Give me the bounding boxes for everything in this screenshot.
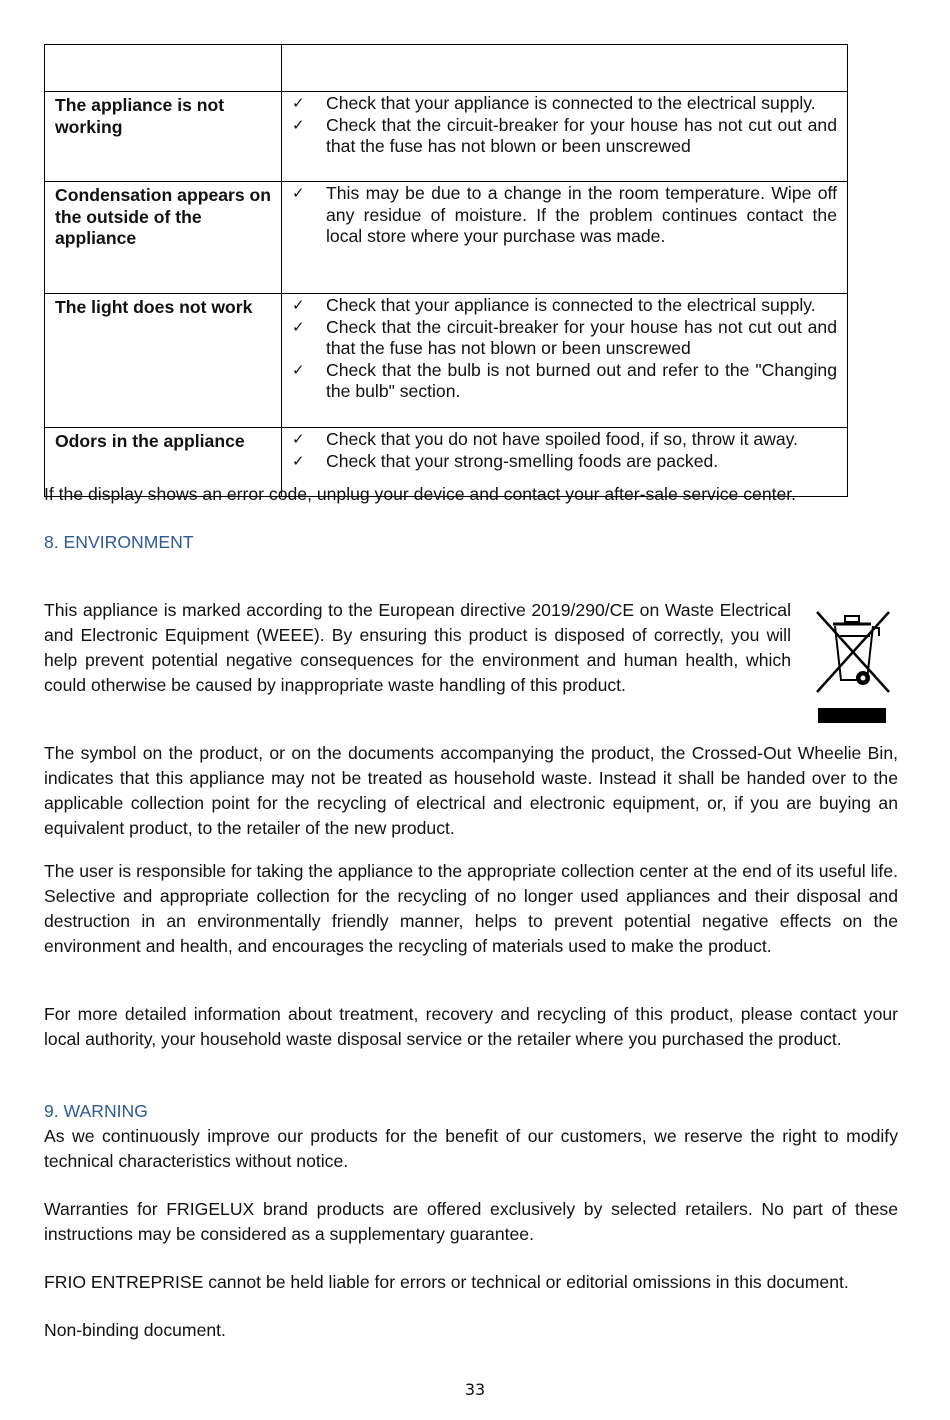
solution-text: This may be due to a change in the room temperature. Wipe off any residue of moisture. If the problem continues contact the local store where your purchase was made. [326,183,837,246]
solution-text: Check that the circuit-breaker for your house has not cut out and that the fuse has not blown or been unscrewed [326,114,837,156]
environment-paragraph: The symbol on the product, or on the documents accompanying the product, the Crossed-Out Wheelie Bin, indicates that this appliance may not be treated as household waste. Instead it shall be handed over to the applicable collection point for the recycling of electrical and electronic equipment, or, if you are buying an equivalent product, to the retailer of the new product. [44,743,898,838]
solution-item [292,429,837,451]
solution-text: Check that your appliance is connected to the electrical supply. [326,295,816,315]
environment-heading: 8. ENVIRONMENT [44,532,194,552]
table-header-cell [282,45,848,92]
solution-text: Check that your strong-smelling foods are packed. [326,450,719,471]
solutions-cell [282,92,848,182]
checkmark-icon: ✓ [292,297,305,314]
solution-text: Check that your appliance is connected to the electrical supply. [326,93,816,113]
problem-cell: The appliance is not working [45,92,282,182]
warning-paragraph: Warranties for FRIGELUX brand products are offered exclusively by selected retailers. No part of these instructions may be considered as a supplementary guarantee. [44,1199,898,1244]
crossed-out-wheelie-bin-icon [811,606,893,726]
solution-item [292,360,837,403]
warning-paragraph: As we continuously improve our products for the benefit of our customers, we reserve the right to modify technical characteristics without notice. [44,1126,898,1171]
problem-cell: Condensation appears on the outside of the appliance [45,182,282,294]
solution-text: Check that you do not have spoiled food, if so, throw it away. [326,429,799,449]
table-header-row [45,45,848,92]
weee-paragraph: This appliance is marked according to the European directive 2019/290/CE on Waste Electrical and Electronic Equipment (WEEE). By ensuring this product is disposed of correctly, you will help prevent potential negative consequences for the environment and human health, which could otherwise be caused by inappropriate waste handling of this product. [44,600,791,695]
checkmark-icon: ✓ [292,361,305,379]
solutions-cell [282,182,848,294]
page-number: 33 [464,1380,486,1399]
solution-item [292,183,837,248]
solution-item [292,317,837,360]
checkmark-icon: ✓ [292,452,305,470]
troubleshooting-table [44,44,848,497]
checkmark-icon: ✓ [292,431,305,448]
table-row [45,182,848,294]
solution-text: Check that the bulb is not burned out and refer to the "Changing the bulb" section. [326,359,837,401]
problem-cell: Odors in the appliance [45,428,282,497]
warning-paragraph: Non-binding document. [44,1320,226,1340]
problem-cell: The light does not work [45,294,282,428]
checkmark-icon: ✓ [292,95,305,112]
checkmark-icon: ✓ [292,116,305,134]
solution-item [292,295,837,317]
table-header-cell [45,45,282,92]
warning-paragraph: FRIO ENTREPRISE cannot be held liable for errors or technical or editorial omissions in this document. [44,1272,849,1292]
solution-item [292,115,837,158]
table-row [45,294,848,428]
solution-item [292,93,837,115]
checkmark-icon: ✓ [292,185,305,202]
warning-heading: 9. WARNING [44,1101,148,1121]
checkmark-icon: ✓ [292,318,305,336]
solution-text: Check that the circuit-breaker for your house has not cut out and that the fuse has not blown or been unscrewed [326,316,837,358]
solution-item [292,451,837,473]
environment-paragraph: For more detailed information about treatment, recovery and recycling of this product, please contact your local authority, your household waste disposal service or the retailer where you purchased the product. [44,1004,898,1049]
table-row [45,92,848,182]
error-note: If the display shows an error code, unplug your device and contact your after-sale service center. [44,484,797,504]
solutions-cell [282,294,848,428]
environment-paragraph: The user is responsible for taking the appliance to the appropriate collection center at the end of its useful life. Selective and appropriate collection for the recycling of no longer used appliances and their disposal and destruction in an environmentally friendly manner, helps to prevent potential negative effects on the environment and health, and encourages the recycling of materials used to make the product. [44,861,898,956]
